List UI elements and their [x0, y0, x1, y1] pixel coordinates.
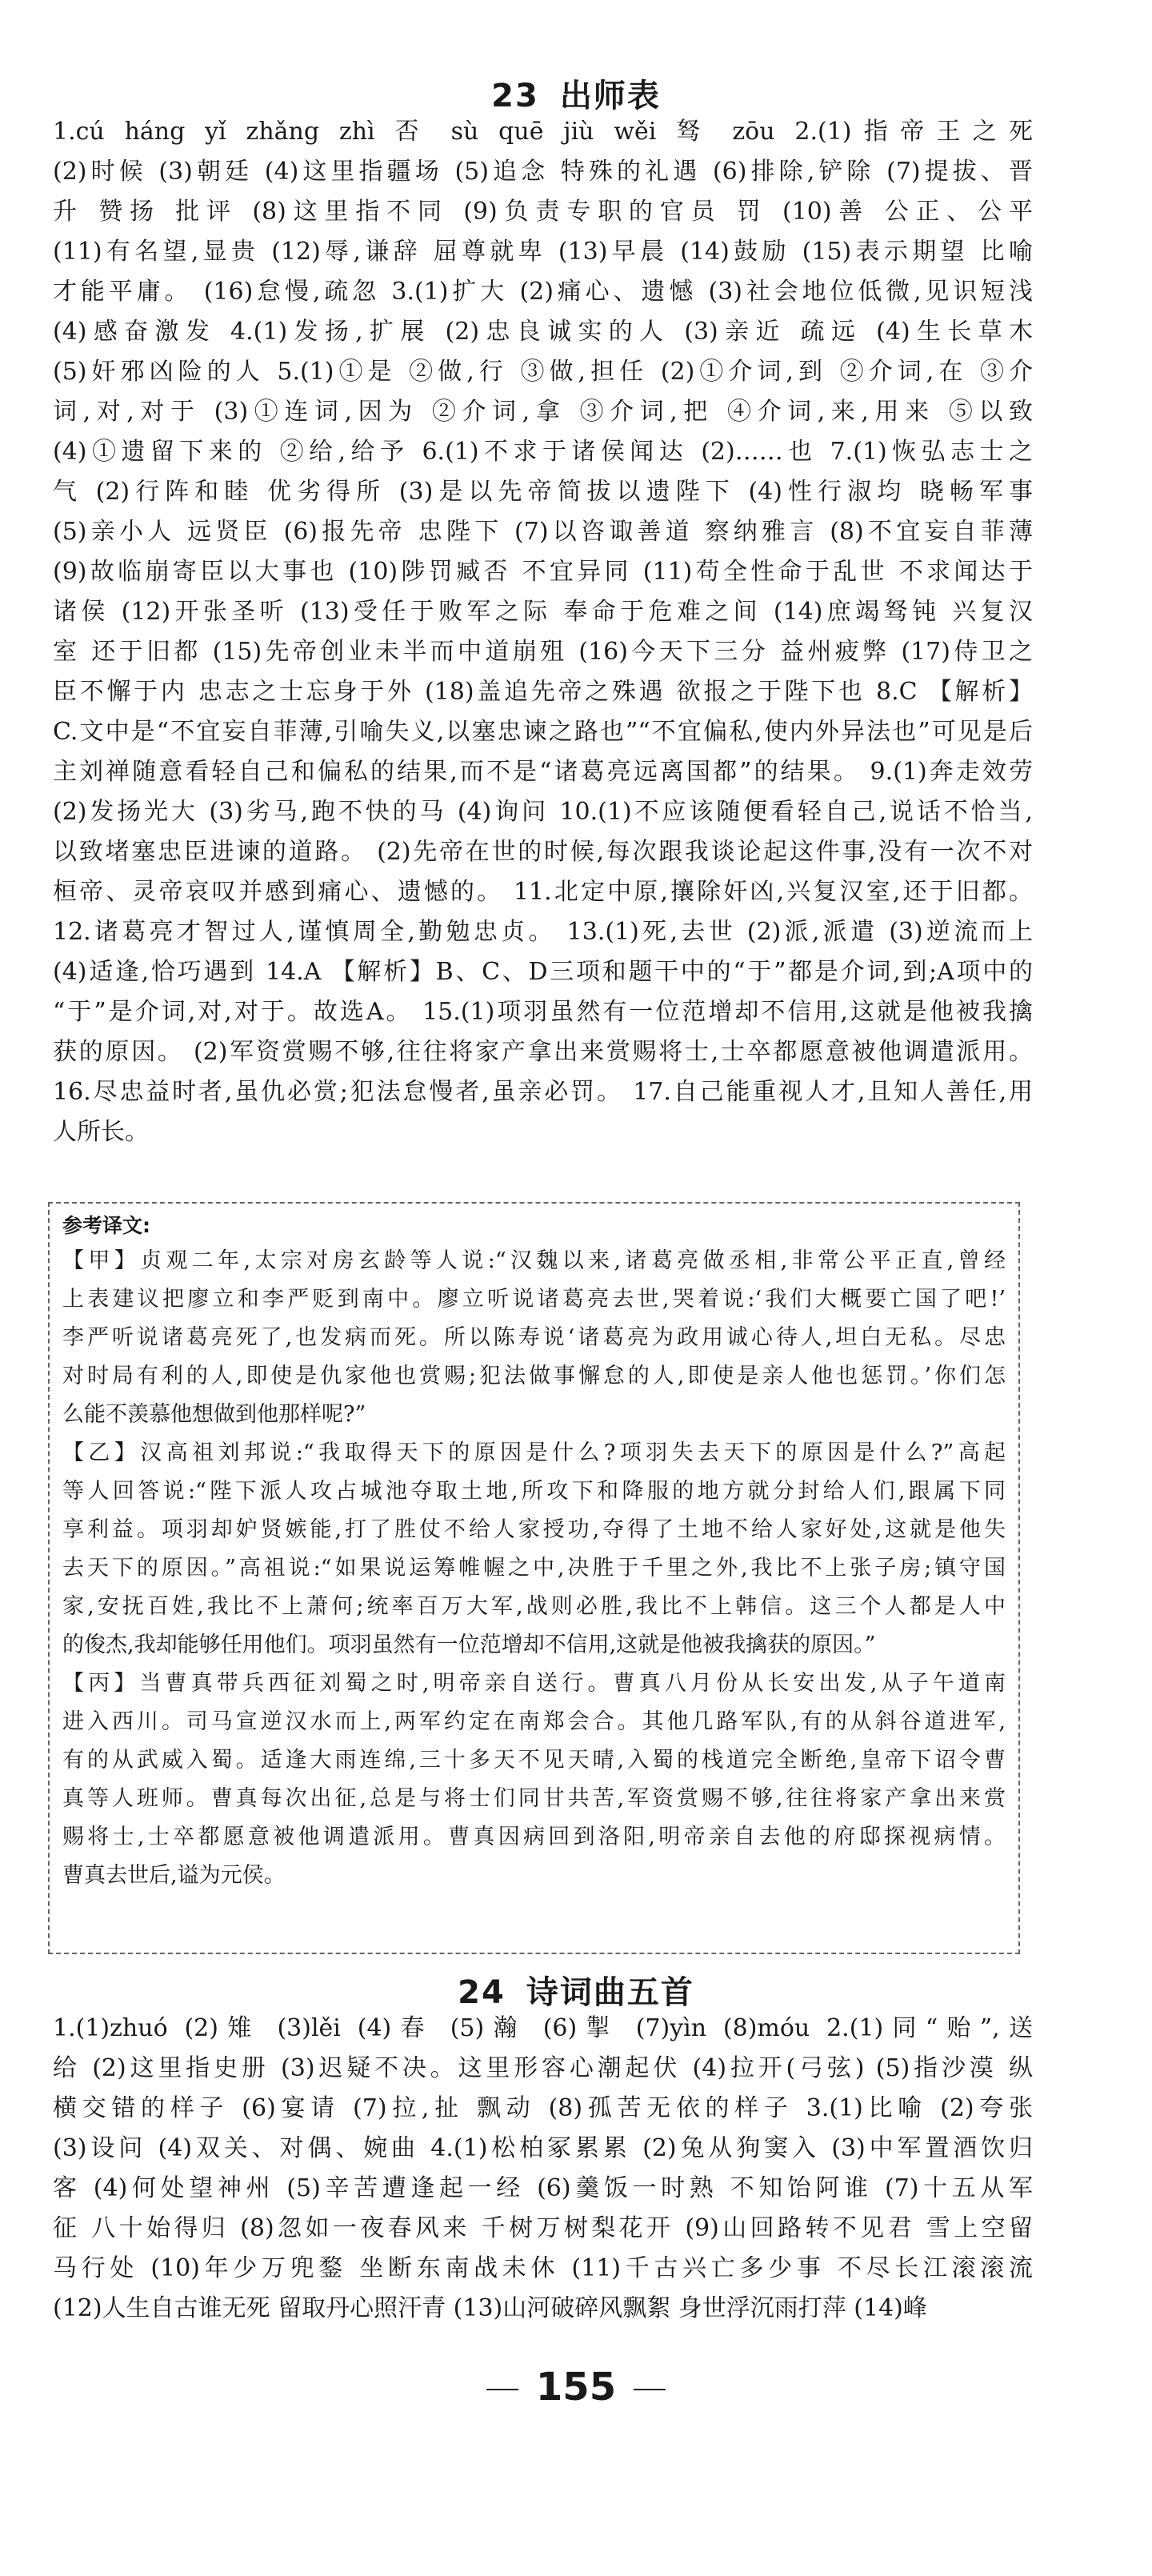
text-line: 横交错的样子 (6)宴请 (7)拉,扯 飘动 (8)孤苦无依的样子 3.(1)比喻 (2)夸张: [53, 2094, 1033, 2122]
text-line: 获的原因。 (2)军资赏赐不够,往往将家产拿出来赏赐将士,士卒都愿意被他调遣派用。: [53, 1038, 1033, 1066]
reference-translation-box: [48, 1202, 1020, 1954]
text-line: 桓帝、灵帝哀叹并感到痛心、遗憾的。 11.北定中原,攘除奸凶,兴复汉室,还于旧都。: [53, 878, 1033, 906]
translation-body: [62, 1242, 1006, 1895]
page-number-text: 155: [535, 2365, 617, 2410]
text-line: (5)奸邪凶险的人 5.(1)①是 ②做,行 ③做,担任 (2)①介词,到 ②介词,在 ③介: [53, 358, 1033, 386]
section-title-text: 诗词曲五首: [526, 1974, 694, 2011]
text-line: “于”是介词,对,对于。故选A。 15.(1)项羽虽然有一位范增却不信用,这就是他被我擒: [53, 998, 1033, 1026]
text-line: 12.诸葛亮才智过人,谨慎周全,勤勉忠贞。 13.(1)死,去世 (2)派,派遣 (3)逆流而上: [53, 918, 1033, 946]
text-line: C.文中是“不宜妄自菲薄,引喻失义,以塞忠谏之路也”“不宜偏私,使内外异法也”可见是后: [53, 718, 1033, 746]
text-line: 上表建议把廖立和李严贬到南中。廖立听说诸葛亮去世,哭着说:‘我们大概要亡国了吧!’: [62, 1287, 1006, 1312]
answer-block-23: [53, 112, 1033, 1152]
text-line: 马行处 (10)年少万兜鍪 坐断东南战未休 (11)千古兴亡多少事 不尽长江滚滚流: [53, 2254, 1033, 2282]
text-line: 人所长。: [53, 1118, 149, 1146]
answer-block-24: [53, 2009, 1033, 2329]
text-line: (2)时候 (3)朝廷 (4)这里指疆场 (5)追念 特殊的礼遇 (6)排除,铲除 (7)提拔、晋: [53, 158, 1033, 186]
text-line: 【甲】贞观二年,太宗对房玄龄等人说:“汉魏以来,诸葛亮做丞相,非常公平正直,曾经: [62, 1248, 1006, 1273]
text-line: 真等人班师。曹真每次出征,总是与将士们同甘共苦,军资赏赐不够,往往将家产拿出来赏: [62, 1786, 1006, 1811]
text-line: 享利益。项羽却妒贤嫉能,打了胜仗不给人家授功,夺得了土地不给人家好处,这就是他失: [62, 1517, 1006, 1542]
text-line: 李严听说诸葛亮死了,也发病而死。所以陈寿说‘诸葛亮为政用诚心待人,坦白无私。尽忠: [62, 1325, 1006, 1350]
text-line: 才能平庸。 (16)怠慢,疏忽 3.(1)扩大 (2)痛心、遗憾 (3)社会地位低微,见识短浅: [53, 278, 1033, 306]
section-title-24: [0, 1967, 1152, 2013]
text-line: 诸侯 (12)开张圣听 (13)受任于败军之际 奉命于危难之间 (14)庶竭驽钝 兴复汉: [53, 598, 1033, 626]
section-title-23: [0, 70, 1152, 116]
page-number: [0, 2365, 1152, 2410]
text-line: 征 八十始得归 (8)忽如一夜春风来 千树万树梨花开 (9)山回路转不见君 雪上空留: [53, 2214, 1033, 2242]
text-line: 主刘禅随意看轻自己和偏私的结果,而不是“诸葛亮远离国都”的结果。 9.(1)奔走效劳: [53, 758, 1033, 786]
text-line: 【丙】当曹真带兵西征刘蜀之时,明帝亲自送行。曹真八月份从长安出发,从子午道南: [62, 1671, 1006, 1696]
text-line: 室 还于旧都 (15)先帝创业未半而中道崩殂 (16)今天下三分 益州疲弊 (17)侍卫之: [53, 638, 1033, 666]
text-line: (2)发扬光大 (3)劣马,跑不快的马 (4)询问 10.(1)不应该随便看轻自己,说话不恰当,: [53, 798, 1033, 826]
text-line: 以致堵塞忠臣进谏的道路。 (2)先帝在世的时候,每次跟我谈论起这件事,没有一次不对: [53, 838, 1033, 866]
text-line: 16.尽忠益时者,虽仇必赏;犯法怠慢者,虽亲必罚。 17.自己能重视人才,且知人善任,用: [53, 1078, 1033, 1106]
translation-heading: 参考译文:: [62, 1214, 150, 1237]
text-line: (3)设问 (4)双关、对偶、婉曲 4.(1)松柏冢累累 (2)兔从狗窦入 (3)中军置酒饮归: [53, 2134, 1033, 2162]
text-line: 1.cú háng yǐ zhǎng zhì 否 sù quē jiù wěi 驽 zōu 2.(1)指帝王之死: [53, 118, 1033, 146]
text-line: 臣不懈于内 忠志之士忘身于外 (18)盖追先帝之殊遇 欲报之于陛下也 8.C 【解析】: [53, 678, 1033, 706]
section-number: 23: [491, 78, 539, 114]
section-number: 24: [458, 1974, 506, 2011]
text-line: 的俊杰,我却能够任用他们。项羽虽然有一位范增却不信用,这就是他被我擒获的原因。”: [62, 1633, 876, 1657]
text-line: 词,对,对于 (3)①连词,因为 ②介词,拿 ③介词,把 ④介词,来,用来 ⑤以致: [53, 398, 1033, 426]
text-line: 曹真去世后,谥为元侯。: [62, 1863, 286, 1888]
dash-right: [634, 2389, 666, 2390]
text-line: 等人回答说:“陛下派人攻占城池夺取土地,所攻下和降服的地方就分封给人们,跟属下同: [62, 1479, 1006, 1504]
text-line: 气 (2)行阵和睦 优劣得所 (3)是以先帝简拔以遗陛下 (4)性行淑均 晓畅军事: [53, 478, 1033, 506]
text-line: (4)感奋激发 4.(1)发扬,扩展 (2)忠良诚实的人 (3)亲近 疏远 (4)生长草木: [53, 318, 1033, 346]
text-line: (4)①遗留下来的 ②给,给予 6.(1)不求于诸侯闻达 (2)……也 7.(1)恢弘志士之: [53, 438, 1033, 466]
text-line: 家,安抚百姓,我比不上萧何;统率百万大军,战则必胜,我比不上韩信。这三个人都是人中: [62, 1594, 1006, 1619]
text-line: (12)人生自古谁无死 留取丹心照汗青 (13)山河破碎风飘絮 身世浮沉雨打萍 (14)峰: [53, 2294, 927, 2322]
text-line: 赐将士,士卒都愿意被他调遣派用。曹真因病回到洛阳,明帝亲自去他的府邸探视病情。: [62, 1825, 1006, 1849]
text-line: (4)适逢,恰巧遇到 14.A 【解析】B、C、D三项和题干中的“于”都是介词,到;A项中的: [53, 958, 1033, 986]
text-line: 有的从武威入蜀。适逢大雨连绵,三十多天不见天晴,入蜀的栈道完全断绝,皇帝下诏令曹: [62, 1748, 1006, 1773]
text-line: (5)亲小人 远贤臣 (6)报先帝 忠陛下 (7)以咨诹善道 察纳雅言 (8)不宜妄自菲薄: [53, 518, 1033, 546]
text-line: (11)有名望,显贵 (12)辱,谦辞 屈尊就卑 (13)早晨 (14)鼓励 (15)表示期望 比喻: [53, 238, 1033, 266]
dash-left: [486, 2389, 518, 2390]
text-line: 么能不羡慕他想做到他那样呢?”: [62, 1402, 366, 1427]
section-title-text: 出师表: [559, 78, 661, 114]
text-line: 客 (4)何处望神州 (5)辛苦遭逢起一经 (6)羹饭一时熟 不知饴阿谁 (7)十五从军: [53, 2174, 1033, 2202]
text-line: 对时局有利的人,即使是仇家他也赏赐;犯法做事懈怠的人,即使是亲人他也惩罚。’你们怎: [62, 1364, 1006, 1388]
text-line: 给 (2)这里指史册 (3)迟疑不决。这里形容心潮起伏 (4)拉开(弓弦) (5)指沙漠 纵: [53, 2054, 1033, 2082]
text-line: 【乙】汉高祖刘邦说:“我取得天下的原因是什么?项羽失去天下的原因是什么?”高起: [62, 1440, 1006, 1465]
text-line: 升 赞扬 批评 (8)这里指不同 (9)负责专职的官员 罚 (10)善 公正、公平: [53, 198, 1033, 226]
text-line: 去天下的原因。”高祖说:“如果说运筹帷幄之中,决胜于千里之外,我比不上张子房;镇守国: [62, 1556, 1006, 1580]
text-line: 进入西川。司马宣逆汉水而上,两军约定在南郑会合。其他几路军队,有的从斜谷道进军,: [62, 1709, 1006, 1734]
text-line: 1.(1)zhuó (2)雉 (3)lěi (4)春 (5)瀚 (6)掣 (7)yìn (8)móu 2.(1)同“贻”,送: [53, 2014, 1033, 2042]
text-line: (9)故临崩寄臣以大事也 (10)陟罚臧否 不宜异同 (11)苟全性命于乱世 不求闻达于: [53, 558, 1033, 586]
